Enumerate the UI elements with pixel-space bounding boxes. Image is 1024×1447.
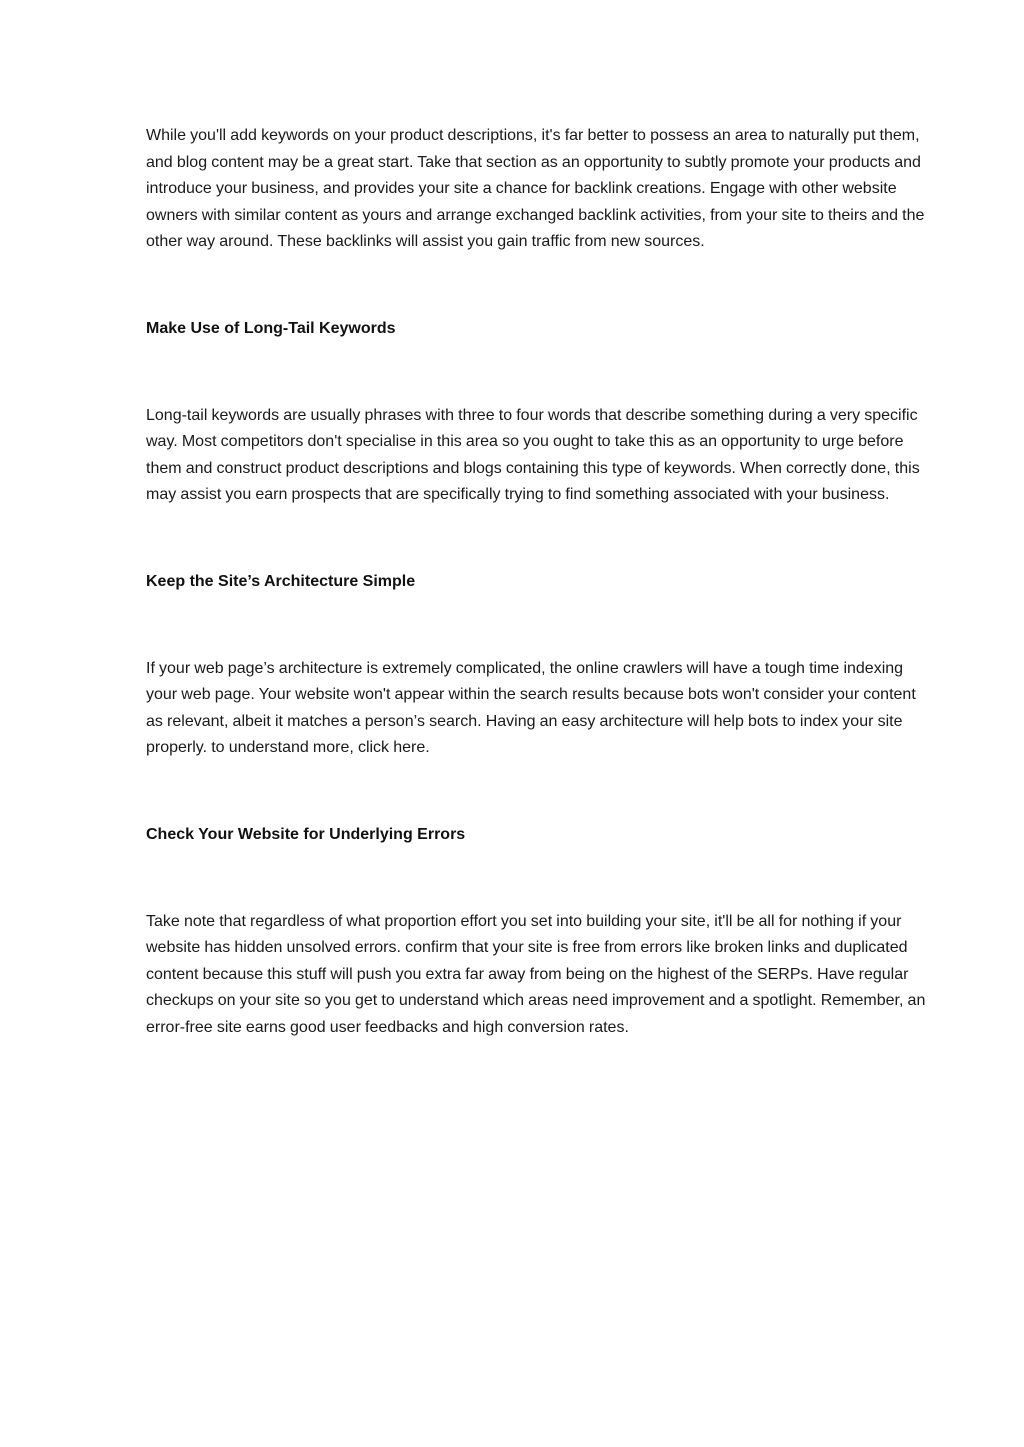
paragraph-underlying-errors: Take note that regardless of what proportion effort you set into building your site, it'll be all for nothing if your website has hidden unsolved errors. confirm that your site is free from errors like broken links and duplicated content because this stuff will push you extra far away from being on the highest of the SERPs. Have regular checkups on your site so you get to understand which areas need improvement and a spotlight. Remember, an error-free site earns good user feedbacks and high conversion rates. xyxy=(146,912,926,1036)
heading-long-tail-keywords: Make Use of Long-Tail Keywords xyxy=(146,319,396,337)
paragraph-long-tail-keywords: Long-tail keywords are usually phrases with three to four words that describe something during a very specific way. Most competitors don't specialise in this area so you ought to take this as an opportunity to urge before them and construct product descriptions and blogs containing this type of keywords. When correctly done, this may assist you earn prospects that are specifically trying to find something associated with your business. xyxy=(146,406,920,504)
spacer xyxy=(146,343,936,403)
spacer xyxy=(146,596,936,656)
paragraph-intro: While you'll add keywords on your product descriptions, it's far better to possess an area to naturally put them, and blog content may be a great start. Take that section as an opportunity to subtly promote your products and introduce your business, and provides your site a chance for backlink creations. Engage with other website owners with similar content as yours and arrange exchanged backlink activities, from your site to theirs and the other way around. These backlinks will assist you gain traffic from new sources. xyxy=(146,127,925,251)
spacer xyxy=(146,849,936,909)
heading-underlying-errors: Check Your Website for Underlying Errors xyxy=(146,825,466,843)
spacer xyxy=(146,256,936,316)
spacer xyxy=(146,762,936,822)
spacer xyxy=(146,509,936,569)
heading-site-architecture: Keep the Site’s Architecture Simple xyxy=(146,572,416,590)
document-body xyxy=(146,123,936,1041)
paragraph-site-architecture: If your web page’s architecture is extremely complicated, the online crawlers will have a tough time indexing your web page. Your website won't appear within the search results because bots won't consider your content as relevant, albeit it matches a person’s search. Having an easy architecture will help bots to index your site properly. to understand more, click here. xyxy=(146,659,916,757)
